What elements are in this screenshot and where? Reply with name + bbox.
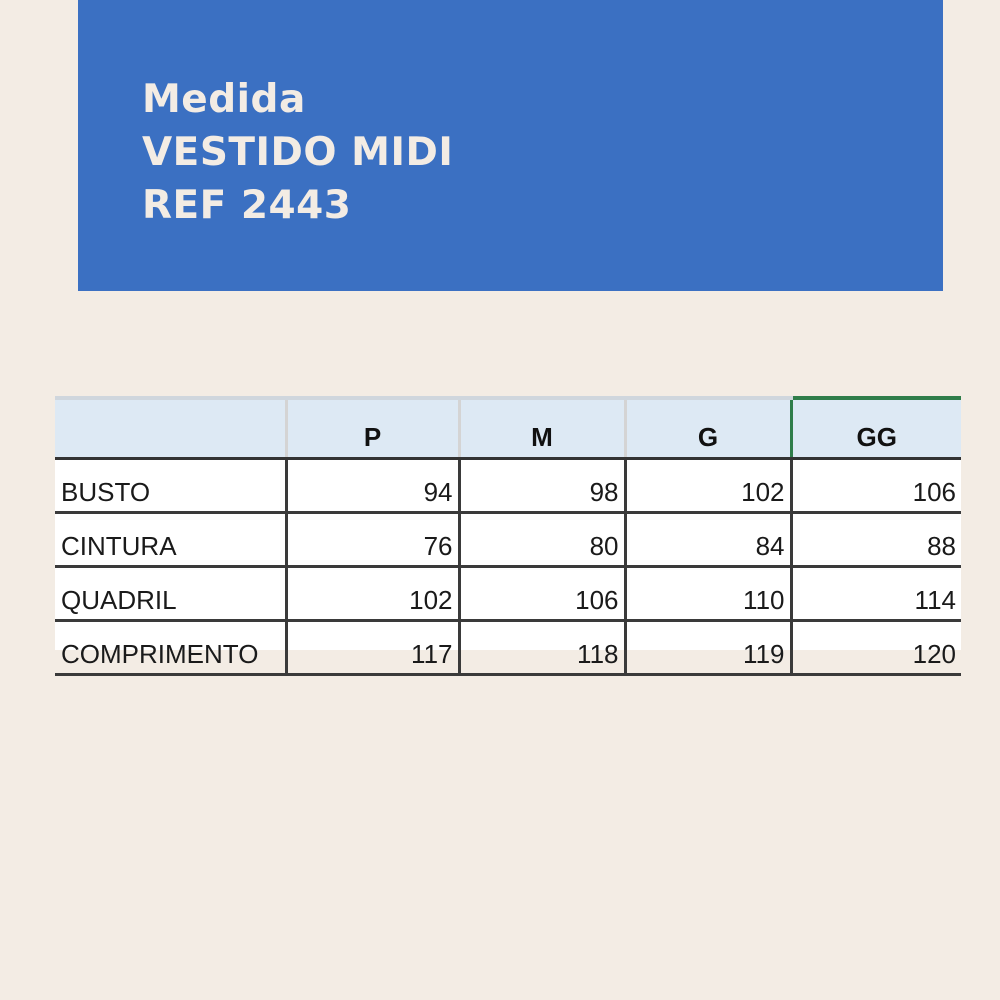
row-label[interactable]: COMPRIMENTO: [55, 621, 286, 675]
table-row-cintura: [55, 513, 961, 567]
page-title: [142, 73, 453, 232]
row-label[interactable]: QUADRIL: [55, 567, 286, 621]
table-cell[interactable]: 84: [625, 513, 791, 567]
table-cell[interactable]: 76: [286, 513, 459, 567]
table-row-quadril: [55, 567, 961, 621]
table-cell[interactable]: 106: [791, 459, 961, 513]
size-chart-sheet: [55, 396, 961, 669]
table-cell[interactable]: 118: [459, 621, 625, 675]
table-cell[interactable]: 114: [791, 567, 961, 621]
table-cell[interactable]: 117: [286, 621, 459, 675]
table-cell[interactable]: 106: [459, 567, 625, 621]
table-cell[interactable]: 110: [625, 567, 791, 621]
size-chart-table: [55, 396, 961, 676]
header-row: [55, 398, 961, 459]
table-cell[interactable]: 102: [286, 567, 459, 621]
table-cell[interactable]: 94: [286, 459, 459, 513]
header-cell-size-m[interactable]: M: [459, 398, 625, 459]
table-cell[interactable]: 102: [625, 459, 791, 513]
row-label[interactable]: BUSTO: [55, 459, 286, 513]
title-line-product: VESTIDO MIDI: [142, 130, 454, 175]
table-cell[interactable]: 88: [791, 513, 961, 567]
table-cell[interactable]: 98: [459, 459, 625, 513]
table-cell[interactable]: 80: [459, 513, 625, 567]
title-banner: [78, 0, 943, 291]
header-cell-corner[interactable]: [55, 398, 286, 459]
title-line-medida: Medida: [142, 77, 306, 122]
table-cell[interactable]: 120: [791, 621, 961, 675]
header-cell-size-p[interactable]: P: [286, 398, 459, 459]
header-cell-size-g[interactable]: G: [625, 398, 791, 459]
header-cell-size-gg[interactable]: GG: [791, 398, 961, 459]
table-row-comprimento: [55, 621, 961, 675]
title-line-reference: REF 2443: [142, 183, 352, 228]
table-cell[interactable]: 119: [625, 621, 791, 675]
row-label[interactable]: CINTURA: [55, 513, 286, 567]
table-row-busto: [55, 459, 961, 513]
